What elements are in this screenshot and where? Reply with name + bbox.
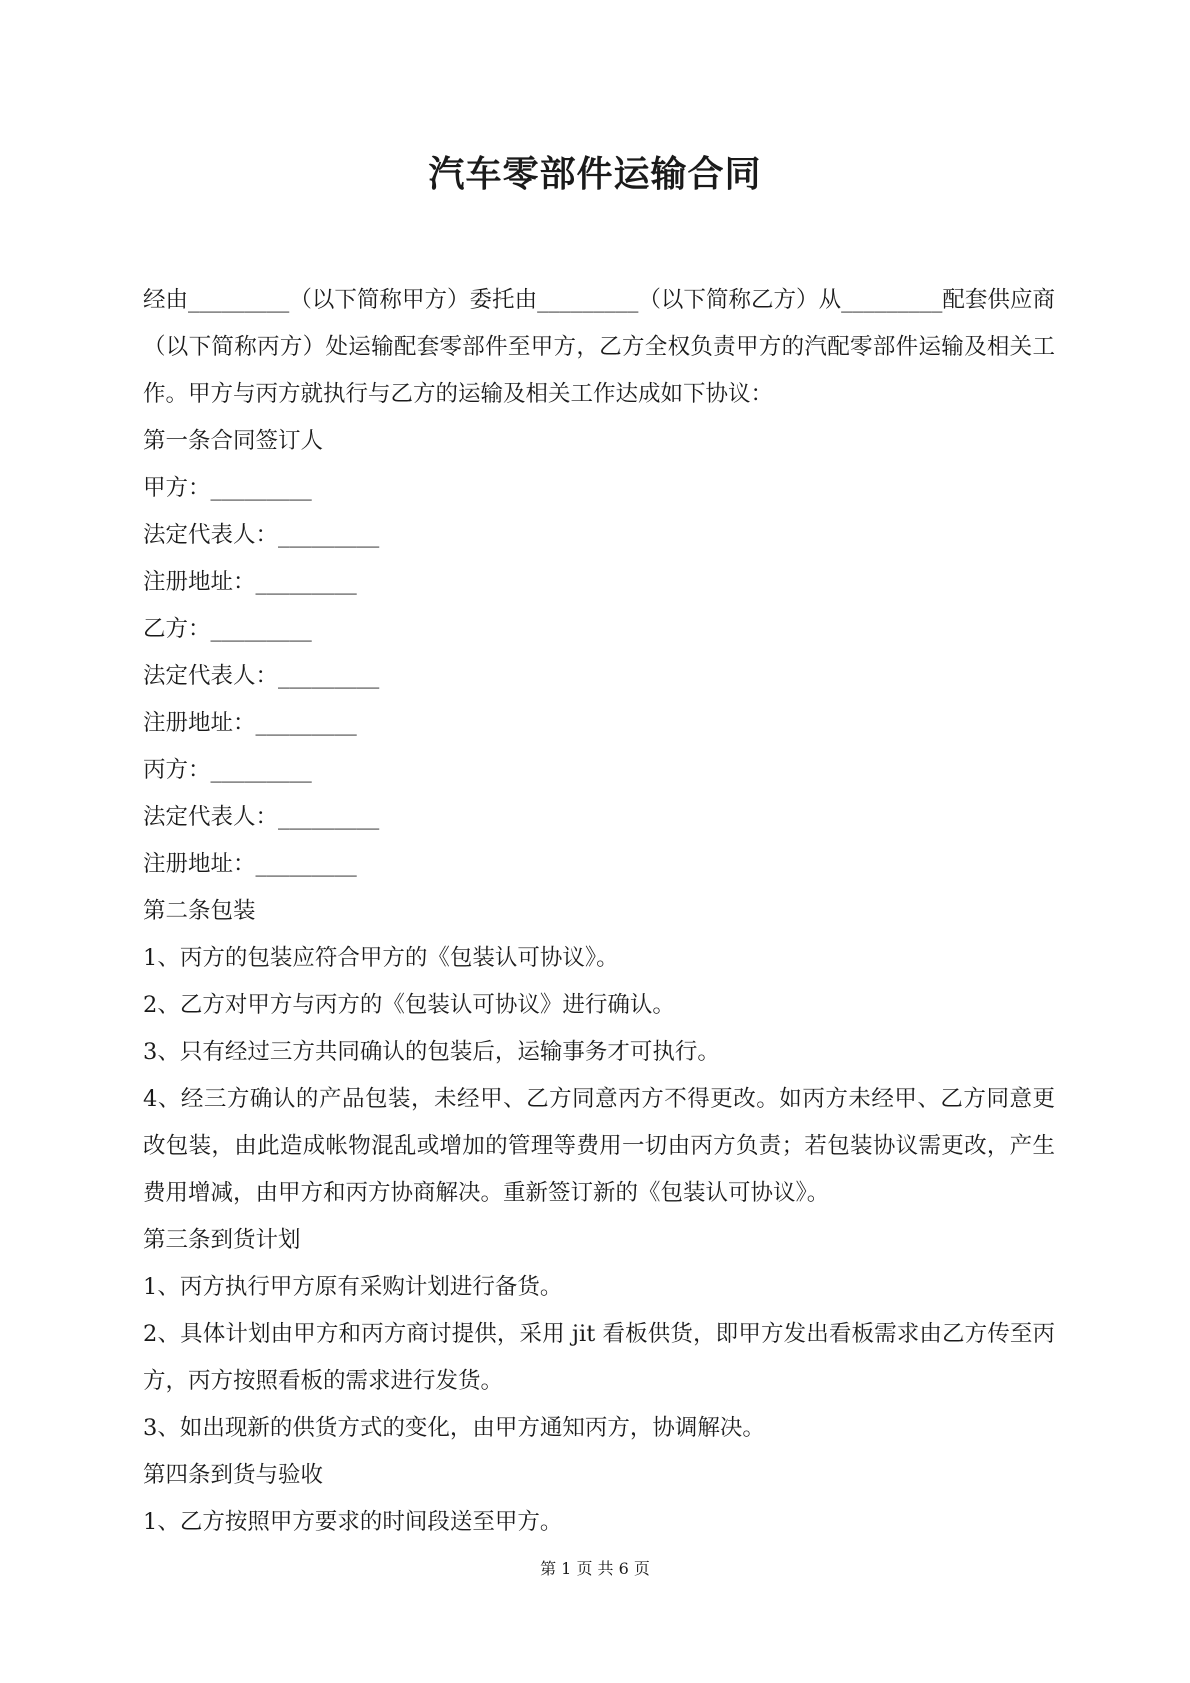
clause-item: 2、乙方对甲方与丙方的《包装认可协议》进行确认。 xyxy=(143,992,675,1018)
section-heading: 第二条包装 xyxy=(143,898,256,924)
clause-item: 4、经三方确认的产品包装，未经甲、乙方同意丙方不得更改。如丙方未经甲、乙方同意更改包装，由此造成帐物混乱或增加的管理等费用一切由丙方负责；若包装协议需更改，产生费用增减，由甲方和丙方协商解决。重新签订新的《包装认可协议》。 xyxy=(143,1086,1055,1206)
party-field: 法定代表人：_________ xyxy=(143,804,380,830)
party-field: 注册地址：_________ xyxy=(143,710,357,736)
party-field: 法定代表人：_________ xyxy=(143,522,380,548)
party-field: 丙方：_________ xyxy=(143,757,312,783)
clause-item: 3、只有经过三方共同确认的包装后，运输事务才可执行。 xyxy=(143,1039,720,1065)
clause-item: 3、如出现新的供货方式的变化，由甲方通知丙方，协调解决。 xyxy=(143,1415,765,1441)
clause-item: 1、丙方的包装应符合甲方的《包装认可协议》。 xyxy=(143,945,619,971)
intro-paragraph: 经由_________（以下简称甲方）委托由_________（以下简称乙方）从_________配套供应商（以下简称丙方）处运输配套零部件至甲方，乙方全权负责甲方的汽配零部件运输及相关工作。甲方与丙方就执行与乙方的运输及相关工作达成如下协议： xyxy=(143,287,1055,407)
section-heading: 第一条合同签订人 xyxy=(143,428,324,454)
clause-item: 2、具体计划由甲方和丙方商讨提供，采用 jit 看板供货，即甲方发出看板需求由乙方传至丙方，丙方按照看板的需求进行发货。 xyxy=(143,1321,1055,1394)
section-heading: 第四条到货与验收 xyxy=(143,1462,324,1488)
party-field: 乙方：_________ xyxy=(143,616,312,642)
party-field: 注册地址：_________ xyxy=(143,851,357,877)
section-heading: 第三条到货计划 xyxy=(143,1227,301,1253)
party-field: 注册地址：_________ xyxy=(143,569,357,595)
party-field: 甲方：_________ xyxy=(143,475,312,501)
document-body xyxy=(143,277,1055,1546)
document-title: 汽车零部件运输合同 xyxy=(428,153,762,195)
page-footer: 第 1 页 共 6 页 xyxy=(540,1559,650,1578)
clause-item: 1、乙方按照甲方要求的时间段送至甲方。 xyxy=(143,1509,563,1535)
party-field: 法定代表人：_________ xyxy=(143,663,380,689)
clause-item: 1、丙方执行甲方原有采购计划进行备货。 xyxy=(143,1274,563,1300)
